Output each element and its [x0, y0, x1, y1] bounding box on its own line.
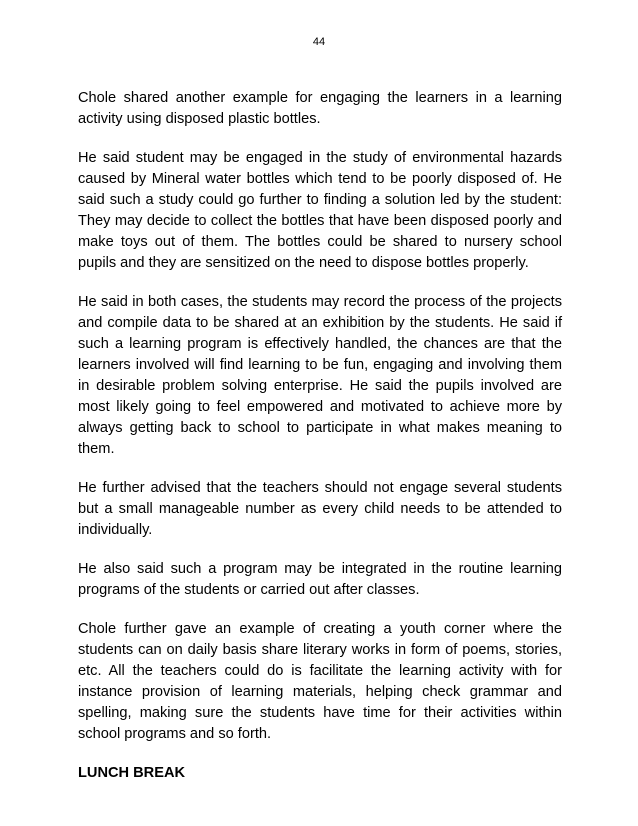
paragraph-1: Chole shared another example for engaging the learners in a learning activity using disposed plastic bottles. — [78, 90, 562, 127]
page-number: 44 — [312, 36, 326, 48]
page-body — [78, 88, 562, 784]
paragraph-4: He further advised that the teachers should not engage several students but a small manageable number as every child needs to be attended to individually. — [78, 480, 562, 538]
lunch-break-heading: LUNCH BREAK — [78, 765, 186, 781]
paragraph-6: Chole further gave an example of creating a youth corner where the students can on daily basis share literary works in form of poems, stories, etc. All the teachers could do is facilitate the learning activity with for instance provision of learning materials, helping check grammar and spelling, making sure the students have time for their activities within school programs and so forth. — [78, 621, 562, 742]
paragraph-5: He also said such a program may be integrated in the routine learning programs of the students or carried out after classes. — [78, 561, 562, 598]
paragraph-3: He said in both cases, the students may record the process of the projects and compile data to be shared at an exhibition by the students. He said if such a learning program is effectively handled, the chances are that the learners involved will find learning to be fun, engaging and involving them in desirable problem solving enterprise. He said the pupils involved are most likely going to feel empowered and motivated to achieve more by always getting back to school to participate in what makes meaning to them. — [78, 294, 562, 457]
paragraph-2: He said student may be engaged in the study of environmental hazards caused by Mineral water bottles which tend to be poorly disposed of. He said such a study could go further to finding a solution led by the student: They may decide to collect the bottles that have been disposed poorly and make toys out of them. The bottles could be shared to nursery school pupils and they are sensitized on the need to dispose bottles properly. — [78, 150, 562, 271]
